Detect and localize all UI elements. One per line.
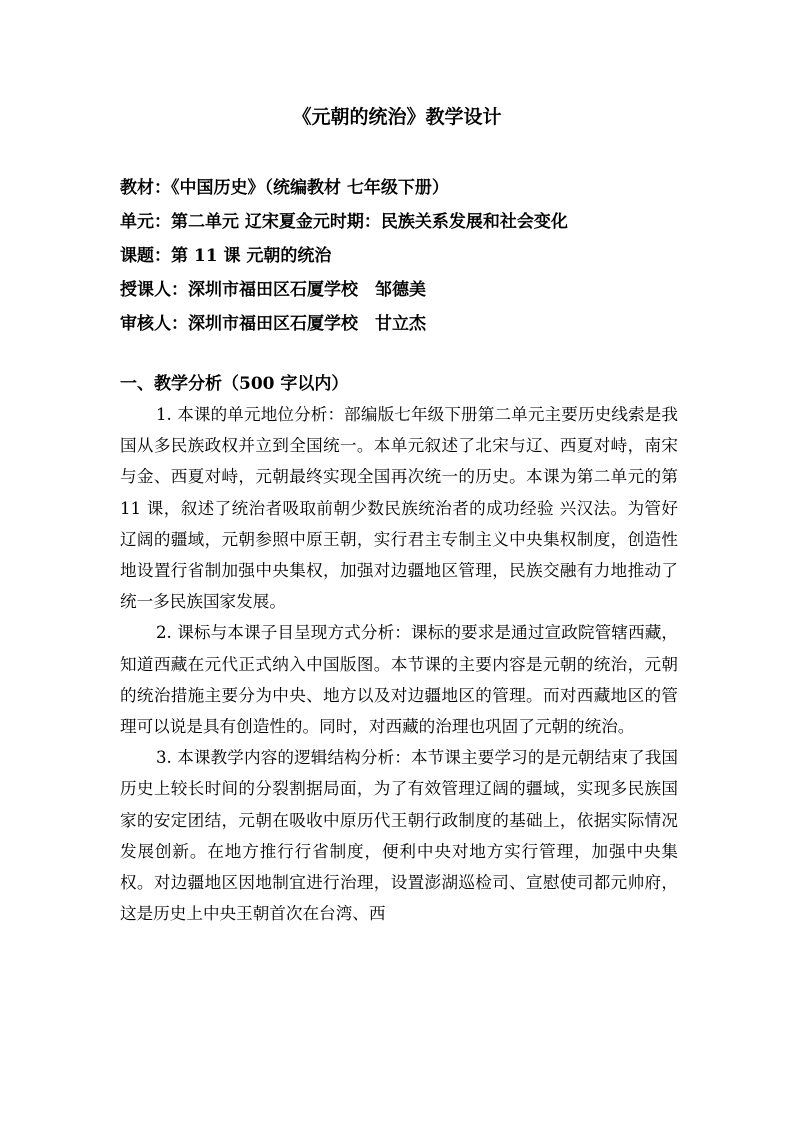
paragraph-logical-structure: 3. 本课教学内容的逻辑结构分析：本节课主要学习的是元朝结束了我国历史上较长时间的分裂割据局面，为了有效管理辽阔的疆域，实现多民族国家的安定团结，元朝在吸收中原历代王朝行政制度的基础上，依据实际情况发展创新。在地方推行行省制度，便利中央对地方实行管理，加强中央集权。对边疆地区因地制宜进行治理，设置澎湖巡检司、宣慰使司都元帅府，这是历史上中央王朝首次在台湾、西 xyxy=(120,748,678,924)
section-heading: 一、教学分析（500 字以内） xyxy=(120,374,349,394)
lesson-info-block xyxy=(120,171,690,341)
teacher-line: 授课人：深圳市福田区石厦学校 邹德美 xyxy=(120,280,426,300)
unit-line: 单元：第二单元 辽宋夏金元时期：民族关系发展和社会变化 xyxy=(120,212,568,232)
topic-line: 课题：第 11 课 元朝的统治 xyxy=(120,246,332,266)
paragraph-curriculum-standard: 2. 课标与本课子目呈现方式分析：课标的要求是通过宣政院管辖西藏，知道西藏在元代正式纳入中国版图。本节课的主要内容是元朝的统治，元朝的统治措施主要分为中央、地方以及对边疆地区的管理。而对西藏地区的管理可以说是具有创造性的。同时，对西藏的治理也巩固了元朝的统治。 xyxy=(120,623,678,737)
paragraph-unit-position: 1. 本课的单元地位分析：部编版七年级下册第二单元主要历史线索是我国从多民族政权并立到全国统一。本单元叙述了北宋与辽、西夏对峙，南宋与金、西夏对峙，元朝最终实现全国再次统一的历史。本课为第二单元的第 11 课，叙述了统治者吸取前朝少数民族统治者的成功经验 兴汉法。为管好辽阔的疆域，元朝参照中原王朝，实行君主专制主义中央集权制度，创造性地设置行省制加强中央集权，加强对边疆地区管理，民族交融有力地推动了统一多民族国家发展。 xyxy=(120,405,678,612)
reviewer-line: 审核人：深圳市福田区石厦学校 甘立杰 xyxy=(120,314,426,334)
document-title: 《元朝的统治》教学设计 xyxy=(292,106,502,128)
body-text xyxy=(120,399,678,929)
textbook-line: 教材：《中国历史》（统编教材 七年级下册） xyxy=(120,178,449,198)
